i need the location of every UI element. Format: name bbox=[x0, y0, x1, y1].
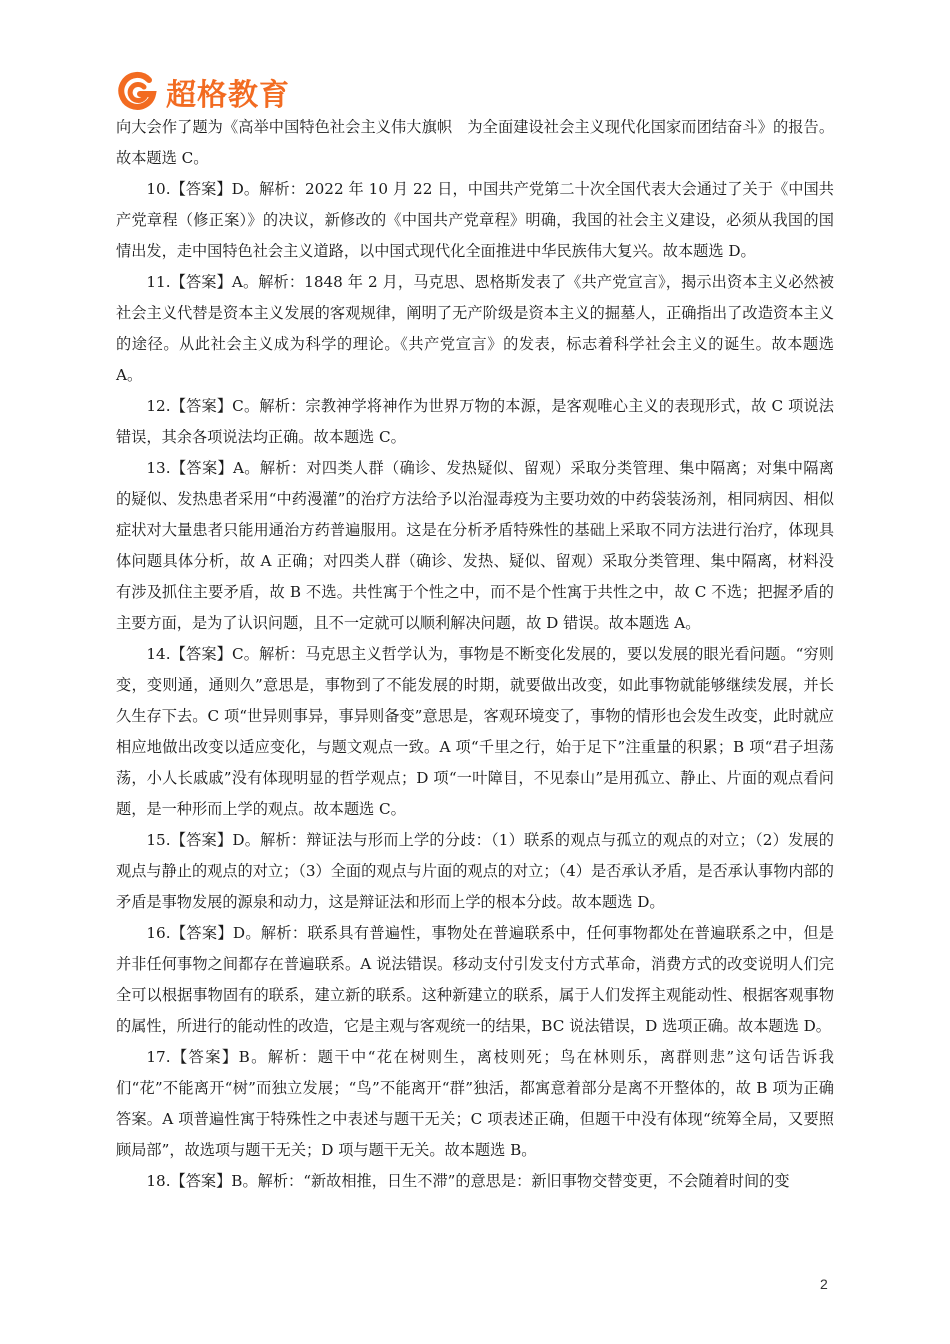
brand-name: 超格教育 bbox=[166, 78, 290, 113]
answer-18: 18.【答案】B。解析：“新故相推，日生不滞”的意思是：新旧事物交替变更，不会随着时间的变 bbox=[146, 1172, 790, 1190]
brand-logo-icon bbox=[116, 70, 160, 114]
answer-15: 15.【答案】D。解析：辩证法与形而上学的分歧：（1）联系的观点与孤立的观点的对立；（2）发展的观点与静止的观点的对立；（3）全面的观点与片面的观点的对立；（4）是否承认矛盾，是否承认事物内部的矛盾是事物发展的源泉和动力，这是辩证法和形而上学的根本分歧。故本题选 D。 bbox=[116, 831, 834, 911]
page-number: 2 bbox=[820, 1276, 828, 1292]
answer-17: 17.【答案】B。解析：题干中“花在树则生，离枝则死；鸟在林则乐，离群则悲”这句话告诉我们“花”不能离开“树”而独立发展；“鸟”不能离开“群”独活，都寓意着部分是离不开整体的，故 B 项为正确答案。A 项普遍性寓于特殊性之中表述与题干无关；C 项表述正确，但题干中没有体现“统筹全局，又要照顾局部”，故选项与题干无关；D 项与题干无关。故本题选 B。 bbox=[116, 1048, 834, 1159]
answer-16: 16.【答案】D。解析：联系具有普遍性，事物处在普遍联系中，任何事物都处在普遍联系之中，但是并非任何事物之间都存在普遍联系。A 说法错误。移动支付引发支付方式革命，消费方式的改变说明人们完全可以根据事物固有的联系，建立新的联系。这种新建立的联系，属于人们发挥主观能动性、根据客观事物的属性，所进行的能动性的改造，它是主观与客观统一的结果，BC 说法错误，D 选项正确。故本题选 D。 bbox=[116, 924, 834, 1035]
brand-logo bbox=[116, 70, 290, 114]
document-body bbox=[116, 112, 834, 1197]
answer-13: 13.【答案】A。解析：对四类人群（确诊、发热疑似、留观）采取分类管理、集中隔离；对集中隔离的疑似、发热患者采用“中药漫灌”的治疗方法给予以治湿毒疫为主要功效的中药袋装汤剂，相同病因、相似症状对大量患者只能用通治方药普遍服用。这是在分析矛盾特殊性的基础上采取不同方法进行治疗，体现具体问题具体分析，故 A 正确；对四类人群（确诊、发热、疑似、留观）采取分类管理、集中隔离，材料没有涉及抓住主要矛盾，故 B 不选。共性寓于个性之中，而不是个性寓于共性之中，故 C 不选；把握矛盾的主要方面，是为了认识问题，且不一定就可以顺利解决问题，故 D 错误。故本题选 A。 bbox=[116, 459, 834, 632]
answer-10: 10.【答案】D。解析：2022 年 10 月 22 日，中国共产党第二十次全国代表大会通过了关于《中国共产党章程（修正案）》的决议，新修改的《中国共产党章程》明确，我国的社会主义建设，必须从我国的国情出发，走中国特色社会主义道路，以中国式现代化全面推进中华民族伟大复兴。故本题选 D。 bbox=[116, 180, 834, 260]
answer-14: 14.【答案】C。解析：马克思主义哲学认为，事物是不断变化发展的，要以发展的眼光看问题。“穷则变，变则通，通则久”意思是，事物到了不能发展的时期，就要做出改变，如此事物就能够继续发展，并长久生存下去。C 项“世异则事异，事异则备变”意思是，客观环境变了，事物的情形也会发生改变，此时就应相应地做出改变以适应变化，与题文观点一致。A 项“千里之行，始于足下”注重量的积累；B 项“君子坦荡荡，小人长戚戚”没有体现明显的哲学观点；D 项“一叶障目，不见泰山”是用孤立、静止、片面的观点看问题，是一种形而上学的观点。故本题选 C。 bbox=[116, 645, 834, 818]
paragraph-continuation: 向大会作了题为《高举中国特色社会主义伟大旗帜 为全面建设社会主义现代化国家而团结奋斗》的报告。故本题选 C。 bbox=[116, 118, 834, 167]
answer-11: 11.【答案】A。解析：1848 年 2 月，马克思、恩格斯发表了《共产党宣言》，揭示出资本主义必然被社会主义代替是资本主义发展的客观规律，阐明了无产阶级是资本主义的掘墓人，正确指出了改造资本主义的途径。从此社会主义成为科学的理论。《共产党宣言》的发表，标志着科学社会主义的诞生。故本题选 A。 bbox=[116, 273, 834, 384]
answer-12: 12.【答案】C。解析：宗教神学将神作为世界万物的本源，是客观唯心主义的表现形式，故 C 项说法错误，其余各项说法均正确。故本题选 C。 bbox=[116, 397, 834, 446]
